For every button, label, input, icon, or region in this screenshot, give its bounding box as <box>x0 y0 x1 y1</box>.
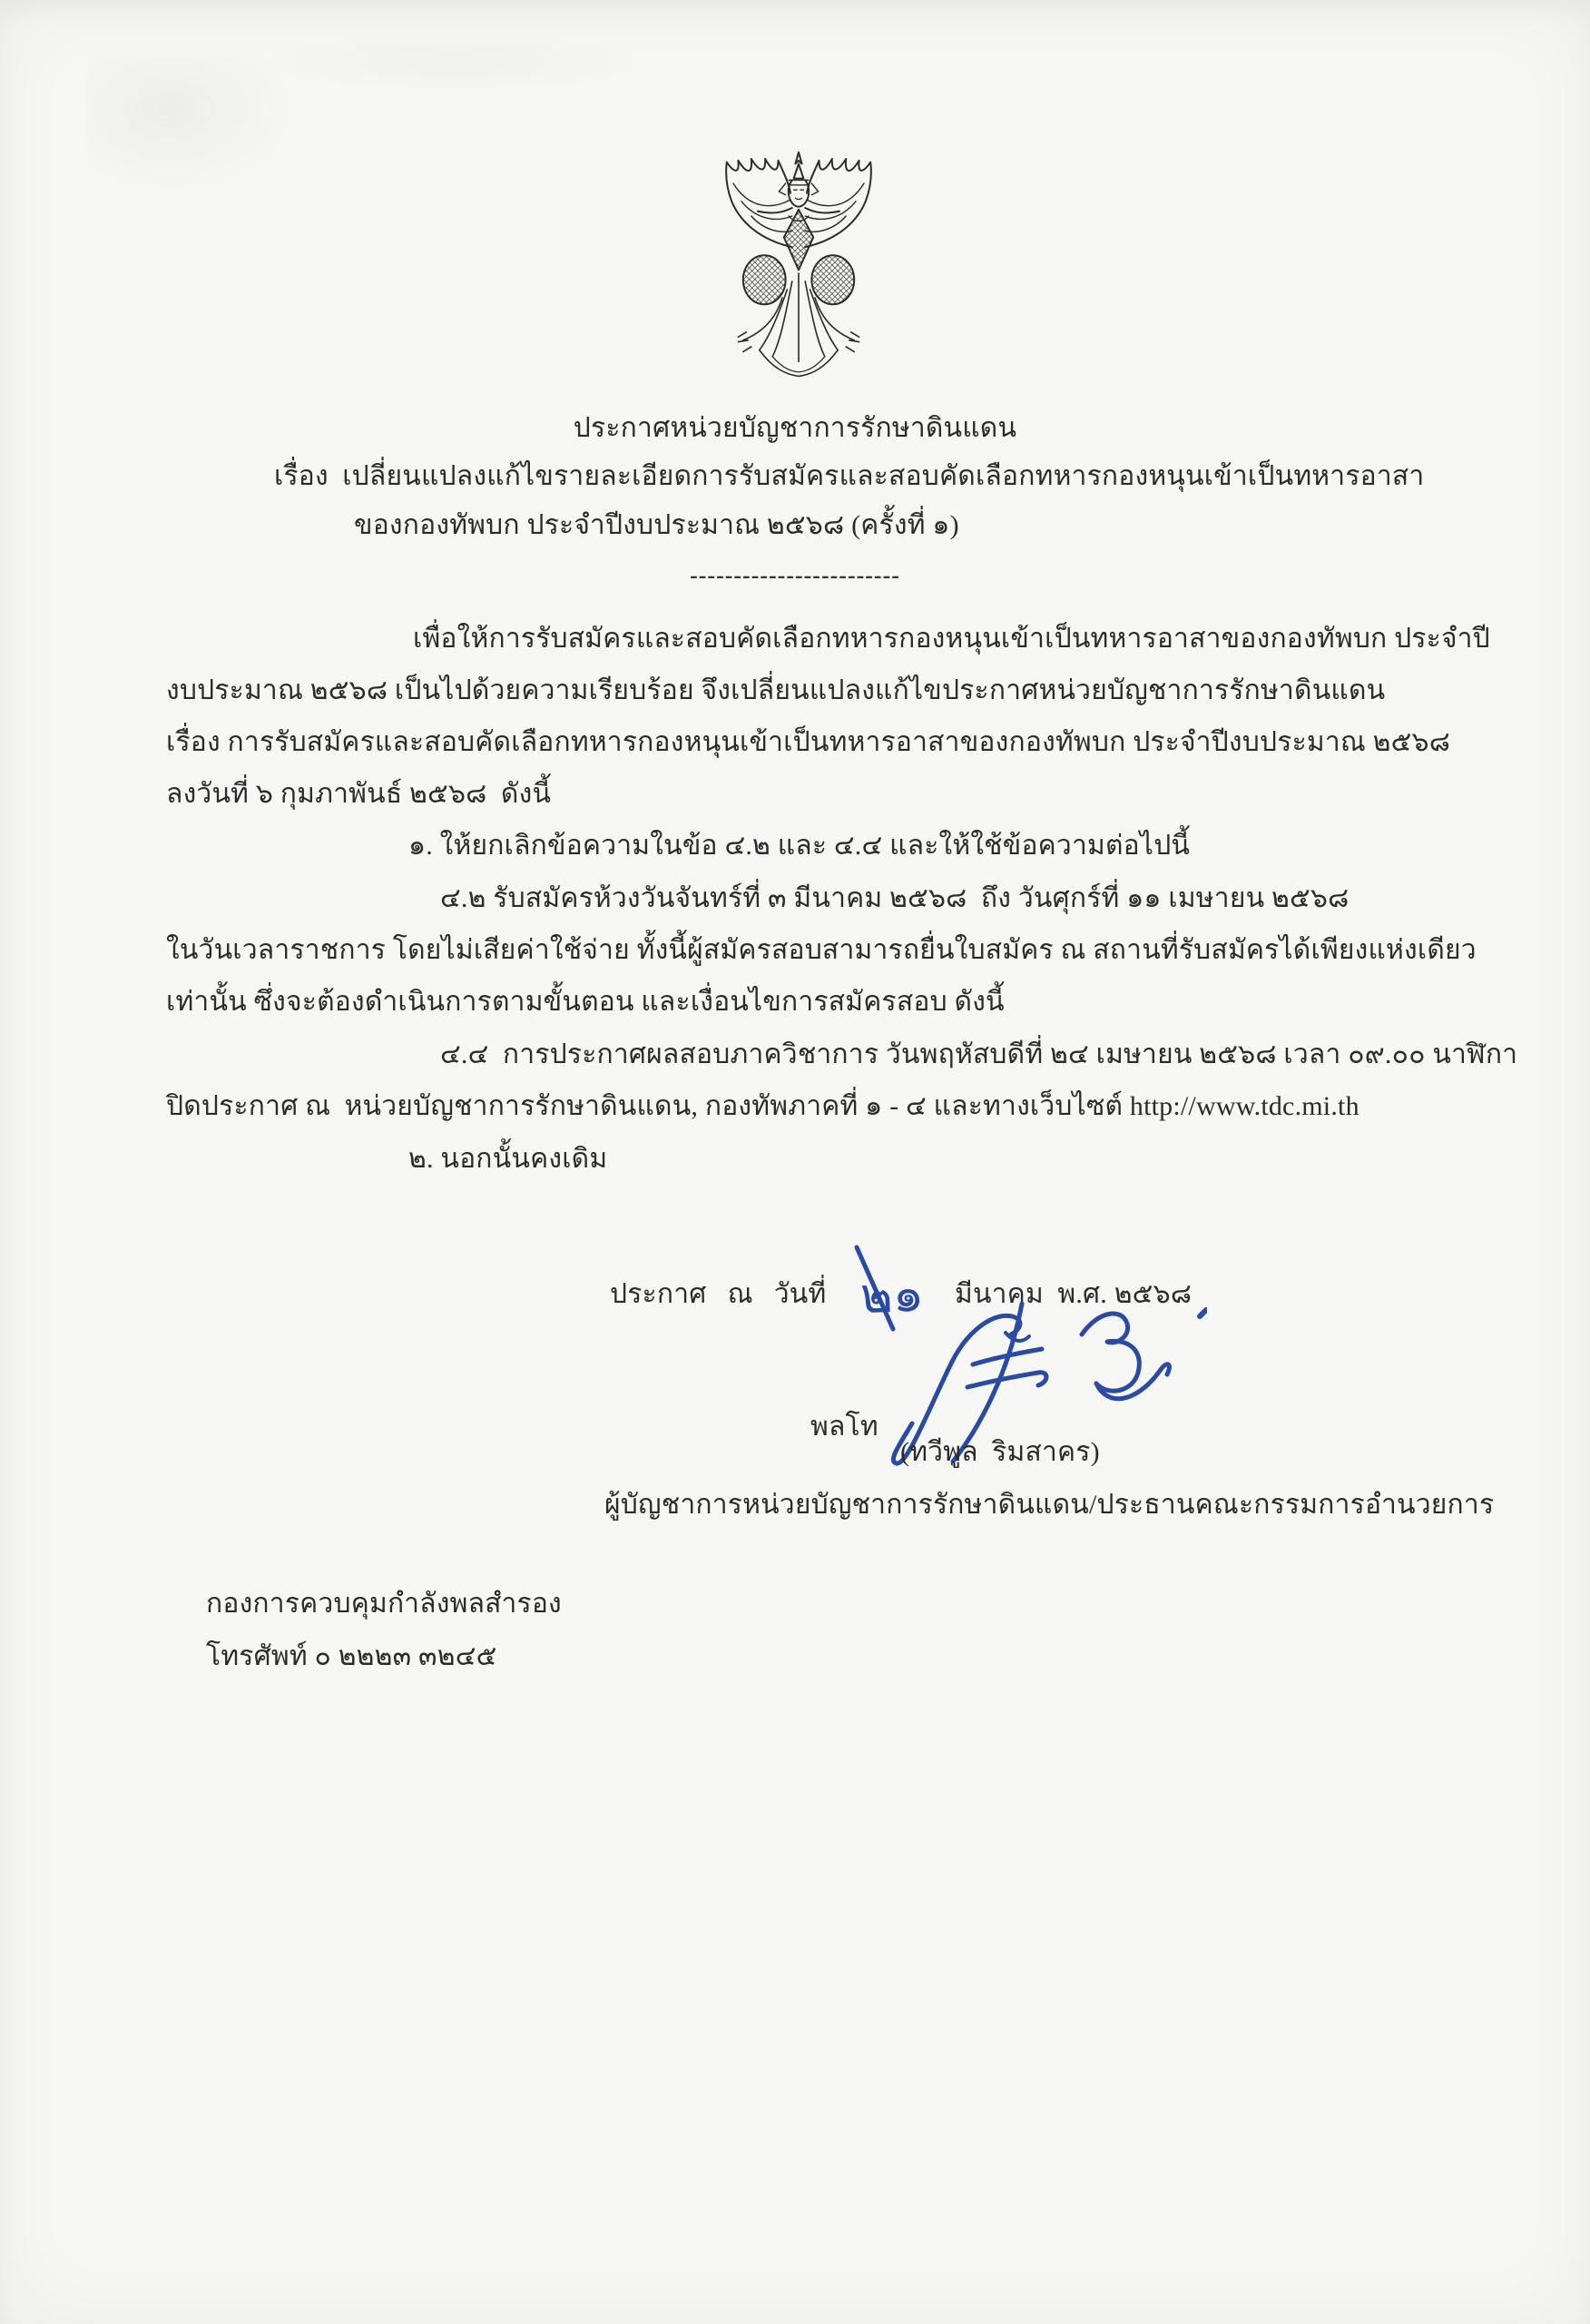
body-item-4-2: ๔.๒ รับสมัครห้วงวันจันทร์ที่ ๓ มีนาคม ๒๕๖๘ ถึง วันศุกร์ที่ ๑๑ เมษายน ๒๕๖๘ <box>440 883 1350 913</box>
announce-date-suffix: มีนาคม พ.ศ. ๒๕๖๘ <box>955 1279 1192 1309</box>
body-line-8: เท่านั้น ซึ่งจะต้องดำเนินการตามขั้นตอน และเงื่อนไขการสมัครสอบ ดังนี้ <box>166 987 1005 1017</box>
doc-title: ประกาศหน่วยบัญชาการรักษาดินแดน <box>573 413 1017 443</box>
body-line-1: เพื่อให้การรับสมัครและสอบคัดเลือกทหารกองหนุนเข้าเป็นทหารอาสาของกองทัพบก ประจำปี <box>413 624 1490 654</box>
doc-subject-line-1: เรื่อง เปลี่ยนแปลงแก้ไขรายละเอียดการรับสมัครและสอบคัดเลือกทหารกองหนุนเข้าเป็นทหารอาสา <box>274 461 1425 491</box>
signer-position: ผู้บัญชาการหน่วยบัญชาการรักษาดินแดน/ประธานคณะกรรมการอำนวยการ <box>604 1490 1495 1520</box>
body-line-10: ปิดประกาศ ณ หน่วยบัญชาการรักษาดินแดน, กองทัพภาคที่ ๑ - ๔ และทางเว็บไซต์ http://www.tdc.mi.th <box>166 1091 1359 1121</box>
handwritten-day: ๒๑ <box>859 1266 925 1324</box>
signer-rank: พลโท <box>810 1412 878 1442</box>
footer-department: กองการควบคุมกำลังพลสำรอง <box>206 1589 562 1619</box>
body-line-4: ลงวันที่ ๖ กุมภาพันธ์ ๒๕๖๘ ดังนี้ <box>166 779 552 809</box>
garuda-emblem-icon <box>701 150 897 397</box>
body-item-4-4: ๔.๔ การประกาศผลสอบภาควิชาการ วันพฤหัสบดีที่ ๒๔ เมษายน ๒๕๖๘ เวลา ๐๙.๐๐ นาฬิกา <box>440 1039 1518 1069</box>
body-item-1: ๑. ให้ยกเลิกข้อความในข้อ ๔.๒ และ ๔.๔ และให้ใช้ข้อความต่อไปนี้ <box>408 831 1191 861</box>
body-item-2: ๒. นอกนั้นคงเดิม <box>408 1144 608 1174</box>
signer-name: (ทวีพูล ริมสาคร) <box>900 1437 1100 1467</box>
body-line-3: เรื่อง การรับสมัครและสอบคัดเลือกทหารกองหนุนเข้าเป็นทหารอาสาของกองทัพบก ประจำปีงบประมาณ ๒๕๖๘ <box>166 727 1451 757</box>
separator-dashes: ------------------------ <box>690 562 900 588</box>
scan-smudge <box>263 36 644 91</box>
announce-date-prefix: ประกาศ ณ วันที่ <box>610 1279 827 1309</box>
body-line-7: ในวันเวลาราชการ โดยไม่เสียค่าใช้จ่าย ทั้งนี้ผู้สมัครสอบสามารถยื่นใบสมัคร ณ สถานที่รับสมัครได้เพียงแห่งเดียว <box>166 935 1477 965</box>
footer-phone: โทรศัพท์ ๐ ๒๒๒๓ ๓๒๔๕ <box>206 1641 497 1671</box>
body-line-2: งบประมาณ ๒๕๖๘ เป็นไปด้วยความเรียบร้อย จึงเปลี่ยนแปลงแก้ไขประกาศหน่วยบัญชาการรักษาดินแดน <box>166 675 1386 705</box>
doc-subject-line-2: ของกองทัพบก ประจำปีงบประมาณ ๒๕๖๘ (ครั้งที่ ๑) <box>354 510 959 540</box>
